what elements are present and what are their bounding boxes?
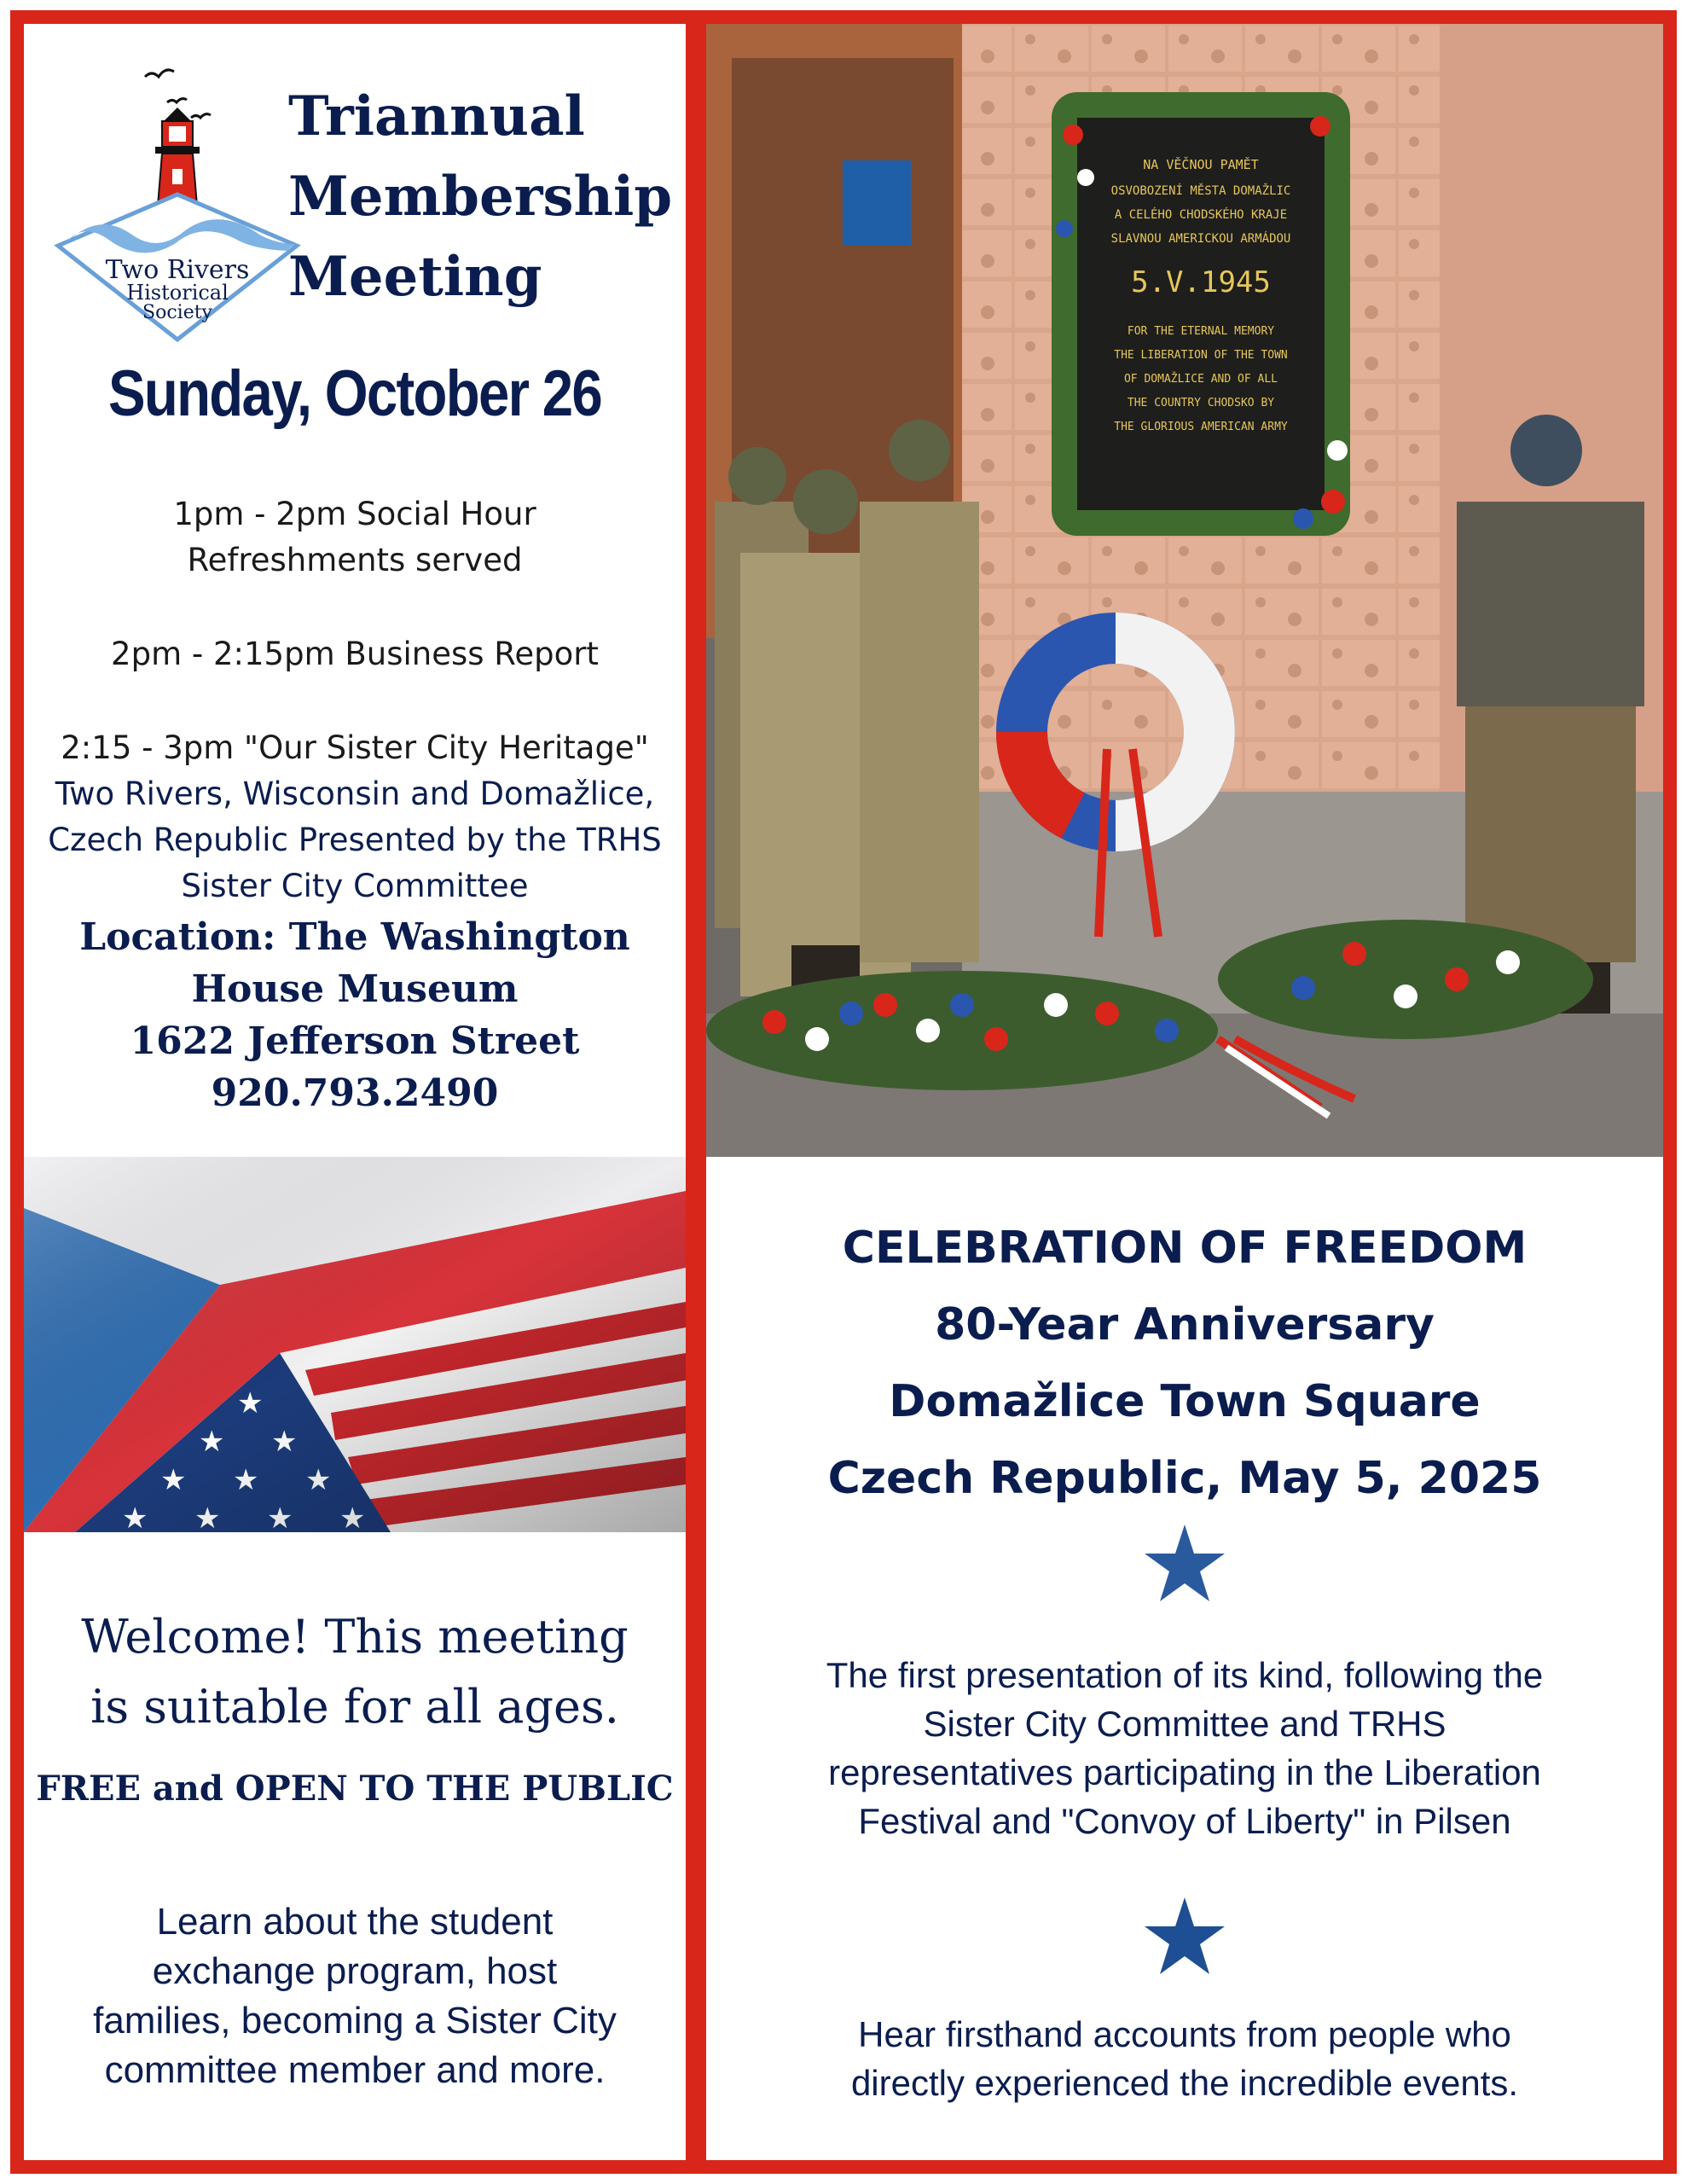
ceremony-photo	[706, 24, 1663, 1157]
plaque-line-6: THE LIBERATION OF THE TOWN	[1114, 349, 1288, 362]
celebration-line-3: Domažlice Town Square	[889, 1376, 1481, 1427]
business-report-text: 2pm - 2:15pm Business Report	[111, 636, 599, 672]
plaque-line-7: OF DOMAŽLICE AND OF ALL	[1123, 373, 1278, 386]
star-icon	[1142, 1894, 1227, 1979]
plaque-date: 5.V.1945	[1131, 265, 1271, 299]
celebration-heading	[706, 1210, 1663, 1517]
title-line-1: Triannual	[288, 84, 585, 148]
celebration-line-2: 80-Year Anniversary	[935, 1299, 1435, 1350]
czech-us-flag-image	[24, 1157, 686, 1532]
right-panel	[706, 24, 1663, 2160]
soldier-right	[1457, 415, 1644, 1014]
title-line-2: Membership	[288, 165, 673, 229]
schedule-heritage	[24, 725, 686, 909]
firsthand-line-1: Hear firsthand accounts from people who	[858, 2014, 1511, 2054]
memorial-plaque	[1077, 118, 1325, 510]
title-line-3: Meeting	[288, 245, 542, 309]
presentation-line-2: Sister City Committee and TRHS	[923, 1704, 1446, 1744]
location-phone: 920.793.2490	[211, 1072, 499, 1115]
location-line-1: Location: The Washington	[79, 915, 630, 959]
presentation-line-4: Festival and "Convoy of Liberty" in Pilsen	[858, 1801, 1511, 1841]
plaque-line-5: FOR THE ETERNAL MEMORY	[1127, 325, 1275, 338]
soldiers-group	[715, 420, 979, 996]
welcome-line-1: Welcome! This meeting	[81, 1610, 629, 1664]
celebration-line-1: CELEBRATION OF FREEDOM	[842, 1223, 1528, 1274]
free-open-text: FREE and OPEN TO THE PUBLIC	[36, 1769, 674, 1809]
learn-text	[24, 1897, 686, 2095]
plaque-line-2: OSVOBOZENÍ MĚSTA DOMAŽLIC	[1110, 184, 1291, 198]
event-date: Sunday, October 26	[107, 357, 602, 430]
learn-line-3: families, becoming a Sister City	[93, 2000, 617, 2042]
presentation-line-1: The first presentation of its kind, following the	[826, 1655, 1544, 1695]
left-panel	[24, 24, 686, 2160]
logo-text-3: Society	[142, 302, 212, 323]
learn-line-1: Learn about the student	[156, 1901, 554, 1943]
social-hour-text: 1pm - 2pm Social Hour	[173, 496, 536, 532]
plaque-line-4: SLAVNOU AMERICKOU ARMÁDOU	[1110, 232, 1291, 246]
firsthand-text	[706, 2010, 1663, 2107]
refreshments-text: Refreshments served	[187, 542, 523, 578]
heritage-line-2: Czech Republic Presented by the TRHS	[48, 822, 662, 858]
heritage-line-1: Two Rivers, Wisconsin and Domažlice,	[55, 775, 655, 812]
heritage-line-3: Sister City Committee	[181, 868, 529, 904]
page-title	[288, 77, 681, 317]
bank-sign	[843, 160, 911, 246]
learn-line-2: exchange program, host	[152, 1950, 558, 1992]
welcome-line-2: is suitable for all ages.	[90, 1680, 619, 1734]
plaque-line-9: THE GLORIOUS AMERICAN ARMY	[1114, 421, 1288, 433]
logo-text-1: Two Rivers	[105, 255, 250, 285]
logo-text-2: Historical	[126, 281, 229, 305]
celebration-line-4: Czech Republic, May 5, 2025	[827, 1453, 1542, 1504]
presentation-text	[706, 1651, 1663, 1845]
plaque-line-1: NA VĚČNOU PAMĚT	[1143, 157, 1259, 172]
location-block	[24, 911, 686, 1119]
plaque-line-8: THE COUNTRY CHODSKO BY	[1127, 397, 1275, 410]
star-icon	[1142, 1521, 1227, 1606]
firsthand-line-2: directly experienced the incredible events.	[850, 2063, 1519, 2103]
plaque-line-3: A CELÉHO CHODSKÉHO KRAJE	[1114, 208, 1288, 222]
presentation-line-3: representatives participating in the Liberation	[828, 1752, 1541, 1792]
location-address: 1622 Jefferson Street	[130, 1019, 580, 1063]
schedule-social	[24, 491, 686, 584]
location-line-2: House Museum	[191, 967, 519, 1011]
heritage-title: 2:15 - 3pm "Our Sister City Heritage"	[61, 729, 649, 766]
learn-line-4: committee member and more.	[104, 2049, 606, 2091]
welcome-text	[24, 1602, 686, 1742]
two-rivers-logo	[49, 58, 305, 348]
